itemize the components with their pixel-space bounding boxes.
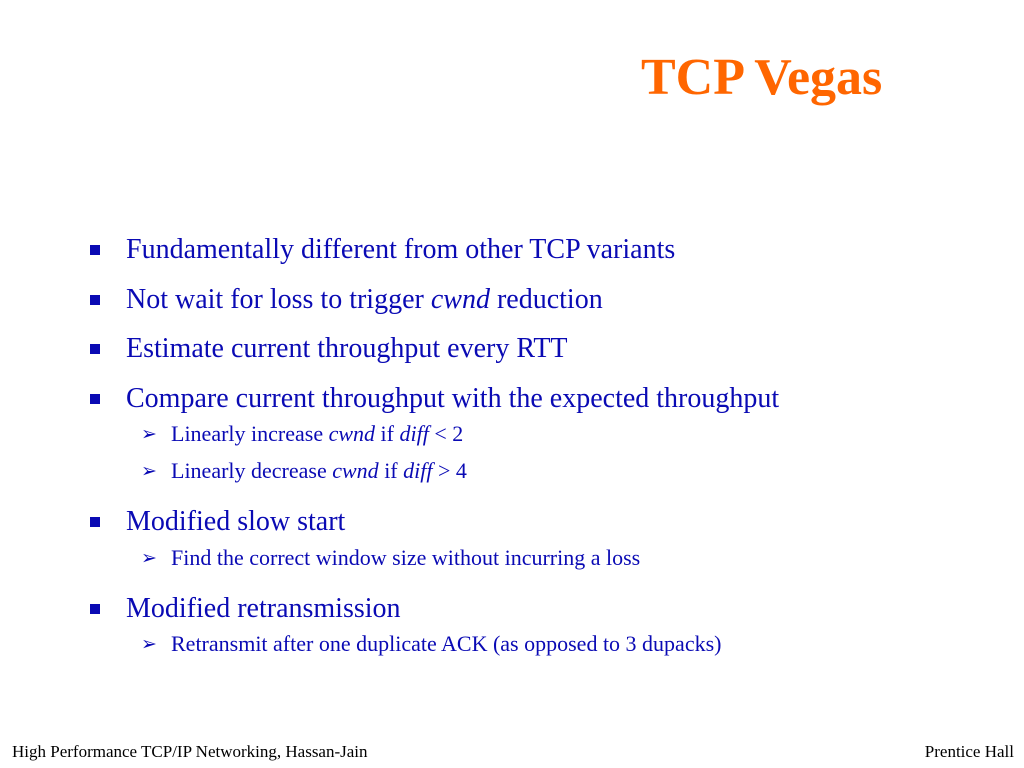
arrowhead-bullet-icon: ➢ xyxy=(141,423,157,445)
footer-left: High Performance TCP/IP Networking, Hassan-Jain xyxy=(12,742,368,761)
square-bullet-icon xyxy=(90,517,100,527)
sub-bullet-text-post: < 2 xyxy=(428,421,464,446)
sub-bullet-text-pre: Linearly decrease xyxy=(171,458,333,483)
sub-bullet-item xyxy=(0,546,1024,590)
bullet-list xyxy=(0,231,1024,676)
bullet-item xyxy=(0,231,1024,281)
sub-bullet-text-mid: if xyxy=(375,421,400,446)
bullet-text-emphasis: cwnd xyxy=(430,283,490,315)
bullet-text-pre: Not wait for loss to trigger xyxy=(126,283,431,315)
bullet-text: Estimate current throughput every RTT xyxy=(126,333,568,364)
sub-bullet-text: Retransmit after one duplicate ACK (as opposed to 3 dupacks) xyxy=(171,631,722,656)
bullet-text: Compare current throughput with the expected throughput xyxy=(126,382,780,414)
bullet-text: Fundamentally different from other TCP variants xyxy=(126,234,676,265)
square-bullet-icon xyxy=(90,245,100,255)
square-bullet-icon xyxy=(90,295,100,305)
arrowhead-bullet-icon: ➢ xyxy=(141,546,157,569)
sub-bullet-text-emphasis: diff xyxy=(403,458,433,483)
bullet-item xyxy=(0,330,1024,380)
bullet-text: Modified retransmission xyxy=(126,592,401,624)
footer-right: Prentice Hall xyxy=(924,742,1014,761)
sub-bullet-text: Find the correct window size without incurring a loss xyxy=(171,544,641,570)
sub-bullet-text-post: > 4 xyxy=(432,458,467,483)
sub-bullet-item xyxy=(0,632,1024,676)
arrowhead-bullet-icon: ➢ xyxy=(141,633,157,655)
square-bullet-icon xyxy=(90,344,100,354)
arrowhead-bullet-icon: ➢ xyxy=(141,460,157,482)
sub-bullet-text-emphasis: cwnd xyxy=(332,458,379,483)
square-bullet-icon xyxy=(90,394,100,404)
bullet-text-post: reduction xyxy=(489,283,603,315)
sub-bullet-text-emphasis: cwnd xyxy=(328,421,376,446)
square-bullet-icon xyxy=(90,604,100,614)
sub-bullet-item xyxy=(0,459,1024,503)
sub-bullet-text-pre: Linearly increase xyxy=(171,421,329,446)
bullet-text: Modified slow start xyxy=(126,506,346,537)
bullet-item xyxy=(0,281,1024,331)
sub-bullet-text-mid: if xyxy=(378,458,404,483)
sub-bullet-text-emphasis: diff xyxy=(399,421,429,446)
slide-title: TCP Vegas xyxy=(641,49,883,106)
